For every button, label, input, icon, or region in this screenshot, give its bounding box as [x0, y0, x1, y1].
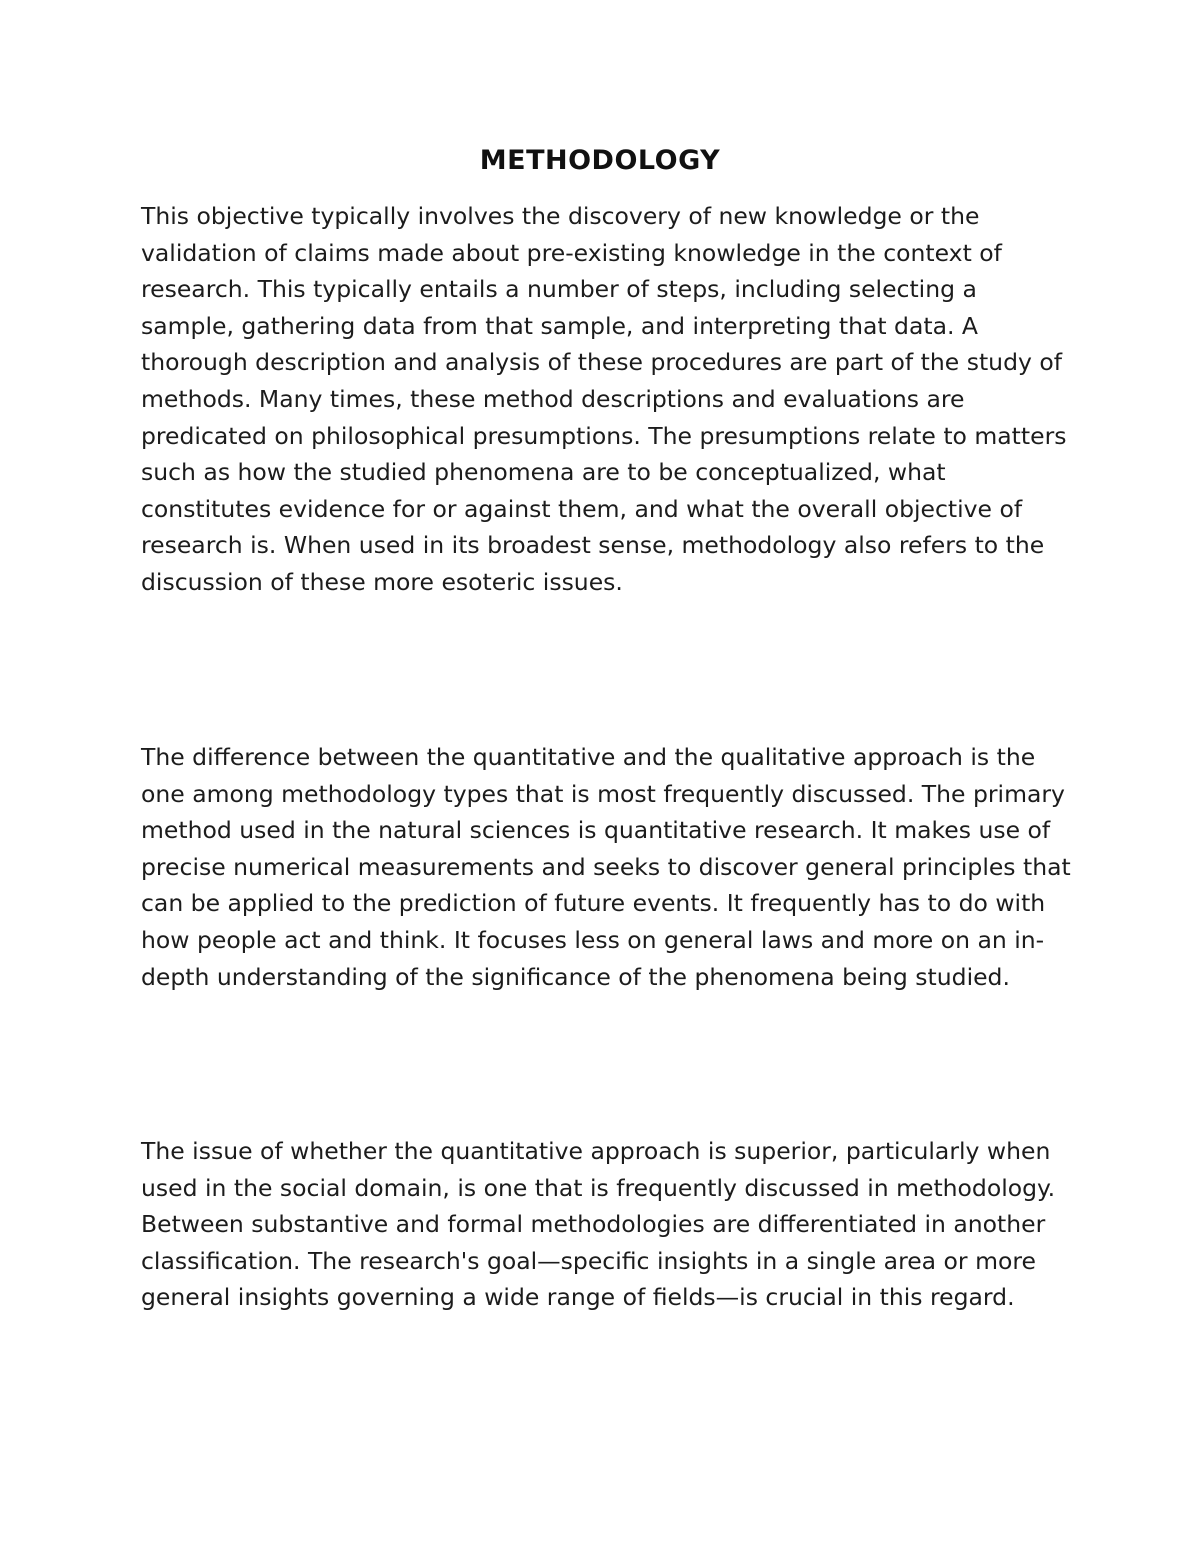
paragraph-quantitative-qualitative: The difference between the quantitative and the qualitative approach is the one among methodology types that is most frequently discussed. The primary method used in the natural sciences is quantitative research. It makes use of precise numerical measurements and seeks to discover general principles that can be applied to the prediction of future events. It frequently has to do with how people act and think. It focuses less on general laws and more on an in-depth understanding of the significance of the phenomena being studied.	[141, 743, 1071, 991]
paragraph-classification: The issue of whether the quantitative approach is superior, particularly when used in the social domain, is one that is frequently discussed in methodology. Between substantive and formal methodologies are differentiated in another classification. The research's goal—specific insights in a single area or more general insights governing a wide range of fields—is crucial in this regard.	[141, 1137, 1056, 1312]
paragraph-intro: This objective typically involves the discovery of new knowledge or the validation of claims made about pre-existing knowledge in the context of research. This typically entails a number of steps, including selecting a sample, gathering data from that sample, and interpreting that data. A thorough description and analysis of these procedures are part of the study of methods. Many times, these method descriptions and evaluations are predicated on philosophical presumptions. The presumptions relate to matters such as how the studied phenomena are to be conceptualized, what constitutes evidence for or against them, and what the overall objective of research is. When used in its broadest sense, methodology also refers to the discussion of these more esoteric issues.	[141, 202, 1067, 596]
page-title: METHODOLOGY	[479, 145, 721, 176]
